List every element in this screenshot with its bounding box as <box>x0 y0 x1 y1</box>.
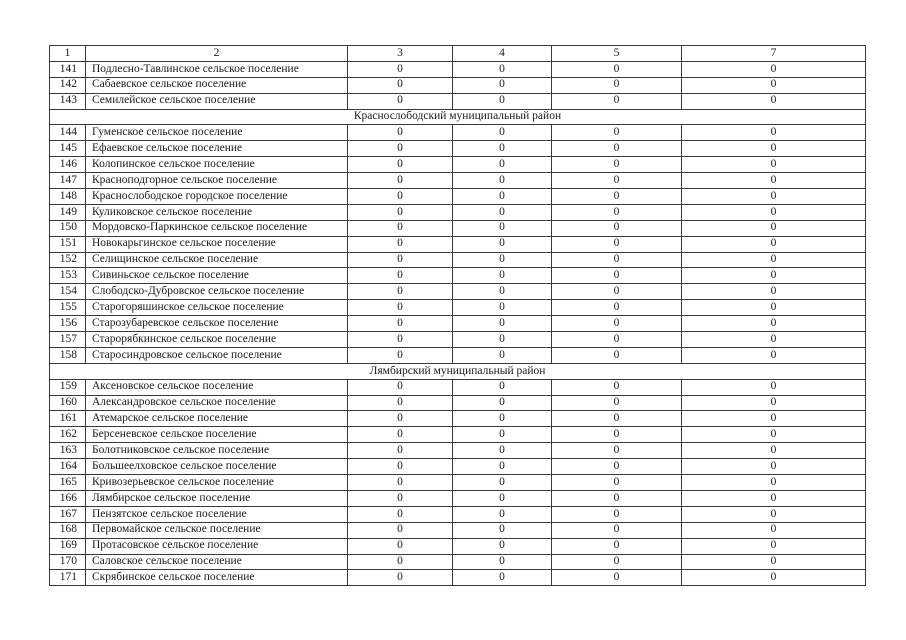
table-row <box>50 173 866 189</box>
value-cell: 0 <box>682 522 866 538</box>
row-number: 142 <box>50 77 86 93</box>
settlement-name: Александровское сельское поселение <box>86 395 348 411</box>
row-number: 161 <box>50 411 86 427</box>
settlement-name: Новокарьгинское сельское поселение <box>86 236 348 252</box>
settlement-name: Куликовское сельское поселение <box>86 204 348 220</box>
row-number: 157 <box>50 332 86 348</box>
value-cell: 0 <box>453 93 552 109</box>
value-cell: 0 <box>682 173 866 189</box>
value-cell: 0 <box>348 173 453 189</box>
value-cell: 0 <box>348 300 453 316</box>
table-row <box>50 411 866 427</box>
value-cell: 0 <box>348 411 453 427</box>
row-number: 164 <box>50 459 86 475</box>
value-cell: 0 <box>348 284 453 300</box>
header-cell-7: 7 <box>682 46 866 62</box>
row-number: 169 <box>50 538 86 554</box>
value-cell: 0 <box>552 443 682 459</box>
value-cell: 0 <box>453 332 552 348</box>
settlement-name: Протасовское сельское поселение <box>86 538 348 554</box>
settlement-name: Большеелховское сельское поселение <box>86 459 348 475</box>
settlement-name: Пензятское сельское поселение <box>86 506 348 522</box>
value-cell: 0 <box>453 252 552 268</box>
value-cell: 0 <box>453 427 552 443</box>
table-row <box>50 157 866 173</box>
settlement-name: Первомайское сельское поселение <box>86 522 348 538</box>
value-cell: 0 <box>348 347 453 363</box>
value-cell: 0 <box>348 77 453 93</box>
value-cell: 0 <box>453 506 552 522</box>
table-row <box>50 252 866 268</box>
value-cell: 0 <box>348 316 453 332</box>
value-cell: 0 <box>453 173 552 189</box>
settlement-name: Колопинское сельское поселение <box>86 157 348 173</box>
value-cell: 0 <box>682 125 866 141</box>
row-number: 168 <box>50 522 86 538</box>
settlement-name: Ефаевское сельское поселение <box>86 141 348 157</box>
value-cell: 0 <box>348 570 453 586</box>
header-cell-2: 2 <box>86 46 348 62</box>
table-row <box>50 427 866 443</box>
table-row <box>50 93 866 109</box>
table-row <box>50 125 866 141</box>
value-cell: 0 <box>348 204 453 220</box>
row-number: 150 <box>50 220 86 236</box>
value-cell: 0 <box>348 236 453 252</box>
table-row <box>50 506 866 522</box>
value-cell: 0 <box>682 443 866 459</box>
value-cell: 0 <box>682 236 866 252</box>
value-cell: 0 <box>348 554 453 570</box>
value-cell: 0 <box>453 141 552 157</box>
value-cell: 0 <box>348 443 453 459</box>
row-number: 146 <box>50 157 86 173</box>
value-cell: 0 <box>348 252 453 268</box>
row-number: 148 <box>50 189 86 205</box>
settlement-name: Краснослободское городское поселение <box>86 189 348 205</box>
value-cell: 0 <box>682 204 866 220</box>
value-cell: 0 <box>682 332 866 348</box>
row-number: 145 <box>50 141 86 157</box>
table-row <box>50 141 866 157</box>
value-cell: 0 <box>348 475 453 491</box>
row-number: 149 <box>50 204 86 220</box>
table-row <box>50 459 866 475</box>
value-cell: 0 <box>453 459 552 475</box>
value-cell: 0 <box>552 554 682 570</box>
value-cell: 0 <box>453 538 552 554</box>
district-title: Краснослободский муниципальный район <box>50 109 866 125</box>
row-number: 159 <box>50 379 86 395</box>
value-cell: 0 <box>682 157 866 173</box>
value-cell: 0 <box>552 61 682 77</box>
value-cell: 0 <box>552 220 682 236</box>
value-cell: 0 <box>348 379 453 395</box>
settlement-name: Семилейское сельское поселение <box>86 93 348 109</box>
value-cell: 0 <box>348 157 453 173</box>
header-cell-1: 1 <box>50 46 86 62</box>
settlement-name: Атемарское сельское поселение <box>86 411 348 427</box>
table-row <box>50 347 866 363</box>
value-cell: 0 <box>552 570 682 586</box>
row-number: 165 <box>50 475 86 491</box>
header-cell-4: 4 <box>453 46 552 62</box>
value-cell: 0 <box>682 316 866 332</box>
table-row <box>50 204 866 220</box>
value-cell: 0 <box>682 475 866 491</box>
settlement-name: Старозубаревское сельское поселение <box>86 316 348 332</box>
value-cell: 0 <box>682 379 866 395</box>
value-cell: 0 <box>453 475 552 491</box>
table-header-row <box>50 46 866 62</box>
value-cell: 0 <box>453 220 552 236</box>
value-cell: 0 <box>453 77 552 93</box>
value-cell: 0 <box>682 490 866 506</box>
table-row <box>50 475 866 491</box>
value-cell: 0 <box>348 189 453 205</box>
value-cell: 0 <box>682 220 866 236</box>
value-cell: 0 <box>682 77 866 93</box>
settlement-name: Подлесно-Тавлинское сельское поселение <box>86 61 348 77</box>
value-cell: 0 <box>552 173 682 189</box>
value-cell: 0 <box>682 459 866 475</box>
value-cell: 0 <box>453 570 552 586</box>
table-row <box>50 395 866 411</box>
row-number: 151 <box>50 236 86 252</box>
value-cell: 0 <box>682 395 866 411</box>
value-cell: 0 <box>348 220 453 236</box>
table-row <box>50 443 866 459</box>
value-cell: 0 <box>682 427 866 443</box>
table-row <box>50 220 866 236</box>
value-cell: 0 <box>552 300 682 316</box>
settlement-name: Аксеновское сельское поселение <box>86 379 348 395</box>
value-cell: 0 <box>453 522 552 538</box>
table-row <box>50 284 866 300</box>
table-row <box>50 268 866 284</box>
value-cell: 0 <box>682 284 866 300</box>
value-cell: 0 <box>552 236 682 252</box>
value-cell: 0 <box>453 379 552 395</box>
value-cell: 0 <box>682 189 866 205</box>
value-cell: 0 <box>682 300 866 316</box>
value-cell: 0 <box>552 125 682 141</box>
value-cell: 0 <box>348 538 453 554</box>
row-number: 171 <box>50 570 86 586</box>
settlement-name: Гуменское сельское поселение <box>86 125 348 141</box>
value-cell: 0 <box>552 268 682 284</box>
value-cell: 0 <box>552 141 682 157</box>
value-cell: 0 <box>453 411 552 427</box>
value-cell: 0 <box>552 490 682 506</box>
value-cell: 0 <box>682 347 866 363</box>
value-cell: 0 <box>552 506 682 522</box>
settlement-name: Мордовско-Паркинское сельское поселение <box>86 220 348 236</box>
value-cell: 0 <box>552 411 682 427</box>
value-cell: 0 <box>552 93 682 109</box>
settlement-name: Слободско-Дубровское сельское поселение <box>86 284 348 300</box>
value-cell: 0 <box>348 141 453 157</box>
table-body <box>50 46 866 586</box>
value-cell: 0 <box>682 411 866 427</box>
value-cell: 0 <box>552 284 682 300</box>
settlement-name: Старогоряшинское сельское поселение <box>86 300 348 316</box>
settlement-name: Лямбирское сельское поселение <box>86 490 348 506</box>
row-number: 166 <box>50 490 86 506</box>
value-cell: 0 <box>453 554 552 570</box>
row-number: 153 <box>50 268 86 284</box>
district-title: Лямбирский муниципальный район <box>50 363 866 379</box>
value-cell: 0 <box>552 427 682 443</box>
value-cell: 0 <box>552 252 682 268</box>
row-number: 152 <box>50 252 86 268</box>
value-cell: 0 <box>682 93 866 109</box>
value-cell: 0 <box>348 459 453 475</box>
settlement-name: Болотниковское сельское поселение <box>86 443 348 459</box>
value-cell: 0 <box>552 395 682 411</box>
value-cell: 0 <box>453 125 552 141</box>
value-cell: 0 <box>348 506 453 522</box>
row-number: 160 <box>50 395 86 411</box>
table-row <box>50 189 866 205</box>
value-cell: 0 <box>552 379 682 395</box>
row-number: 163 <box>50 443 86 459</box>
value-cell: 0 <box>453 395 552 411</box>
value-cell: 0 <box>552 77 682 93</box>
value-cell: 0 <box>552 538 682 554</box>
row-number: 158 <box>50 347 86 363</box>
value-cell: 0 <box>348 490 453 506</box>
value-cell: 0 <box>552 475 682 491</box>
value-cell: 0 <box>682 554 866 570</box>
row-number: 170 <box>50 554 86 570</box>
settlement-name: Сивиньское сельское поселение <box>86 268 348 284</box>
row-number: 143 <box>50 93 86 109</box>
value-cell: 0 <box>682 538 866 554</box>
row-number: 154 <box>50 284 86 300</box>
header-cell-5: 5 <box>552 46 682 62</box>
table-row <box>50 236 866 252</box>
value-cell: 0 <box>453 157 552 173</box>
value-cell: 0 <box>552 459 682 475</box>
value-cell: 0 <box>552 204 682 220</box>
settlement-name: Селищинское сельское поселение <box>86 252 348 268</box>
value-cell: 0 <box>682 268 866 284</box>
table-row <box>50 538 866 554</box>
table-row <box>50 77 866 93</box>
value-cell: 0 <box>552 157 682 173</box>
value-cell: 0 <box>682 252 866 268</box>
value-cell: 0 <box>552 522 682 538</box>
value-cell: 0 <box>453 61 552 77</box>
row-number: 167 <box>50 506 86 522</box>
value-cell: 0 <box>552 332 682 348</box>
table-row <box>50 522 866 538</box>
value-cell: 0 <box>348 332 453 348</box>
table-row <box>50 316 866 332</box>
value-cell: 0 <box>453 443 552 459</box>
district-section-row <box>50 109 866 125</box>
settlement-name: Сабаевское сельское поселение <box>86 77 348 93</box>
value-cell: 0 <box>682 506 866 522</box>
row-number: 144 <box>50 125 86 141</box>
header-cell-3: 3 <box>348 46 453 62</box>
table-row <box>50 300 866 316</box>
value-cell: 0 <box>552 189 682 205</box>
settlements-table <box>49 45 866 586</box>
value-cell: 0 <box>348 522 453 538</box>
value-cell: 0 <box>682 570 866 586</box>
settlement-name: Берсеневское сельское поселение <box>86 427 348 443</box>
value-cell: 0 <box>453 189 552 205</box>
value-cell: 0 <box>453 284 552 300</box>
value-cell: 0 <box>453 268 552 284</box>
value-cell: 0 <box>348 125 453 141</box>
table-row <box>50 332 866 348</box>
value-cell: 0 <box>453 300 552 316</box>
value-cell: 0 <box>453 490 552 506</box>
row-number: 162 <box>50 427 86 443</box>
value-cell: 0 <box>453 204 552 220</box>
value-cell: 0 <box>453 316 552 332</box>
settlement-name: Красноподгорное сельское поселение <box>86 173 348 189</box>
row-number: 147 <box>50 173 86 189</box>
value-cell: 0 <box>348 268 453 284</box>
settlement-name: Кривозерьевское сельское поселение <box>86 475 348 491</box>
row-number: 141 <box>50 61 86 77</box>
settlement-name: Старорябкинское сельское поселение <box>86 332 348 348</box>
value-cell: 0 <box>552 316 682 332</box>
value-cell: 0 <box>552 347 682 363</box>
value-cell: 0 <box>348 61 453 77</box>
value-cell: 0 <box>348 93 453 109</box>
table-row <box>50 570 866 586</box>
value-cell: 0 <box>348 427 453 443</box>
table-row <box>50 490 866 506</box>
value-cell: 0 <box>682 61 866 77</box>
value-cell: 0 <box>453 236 552 252</box>
row-number: 156 <box>50 316 86 332</box>
settlement-name: Скрябинское сельское поселение <box>86 570 348 586</box>
district-section-row <box>50 363 866 379</box>
row-number: 155 <box>50 300 86 316</box>
settlement-name: Старосиндровское сельское поселение <box>86 347 348 363</box>
table-row <box>50 379 866 395</box>
value-cell: 0 <box>682 141 866 157</box>
settlement-name: Саловское сельское поселение <box>86 554 348 570</box>
table-row <box>50 554 866 570</box>
value-cell: 0 <box>453 347 552 363</box>
value-cell: 0 <box>348 395 453 411</box>
table-row <box>50 61 866 77</box>
